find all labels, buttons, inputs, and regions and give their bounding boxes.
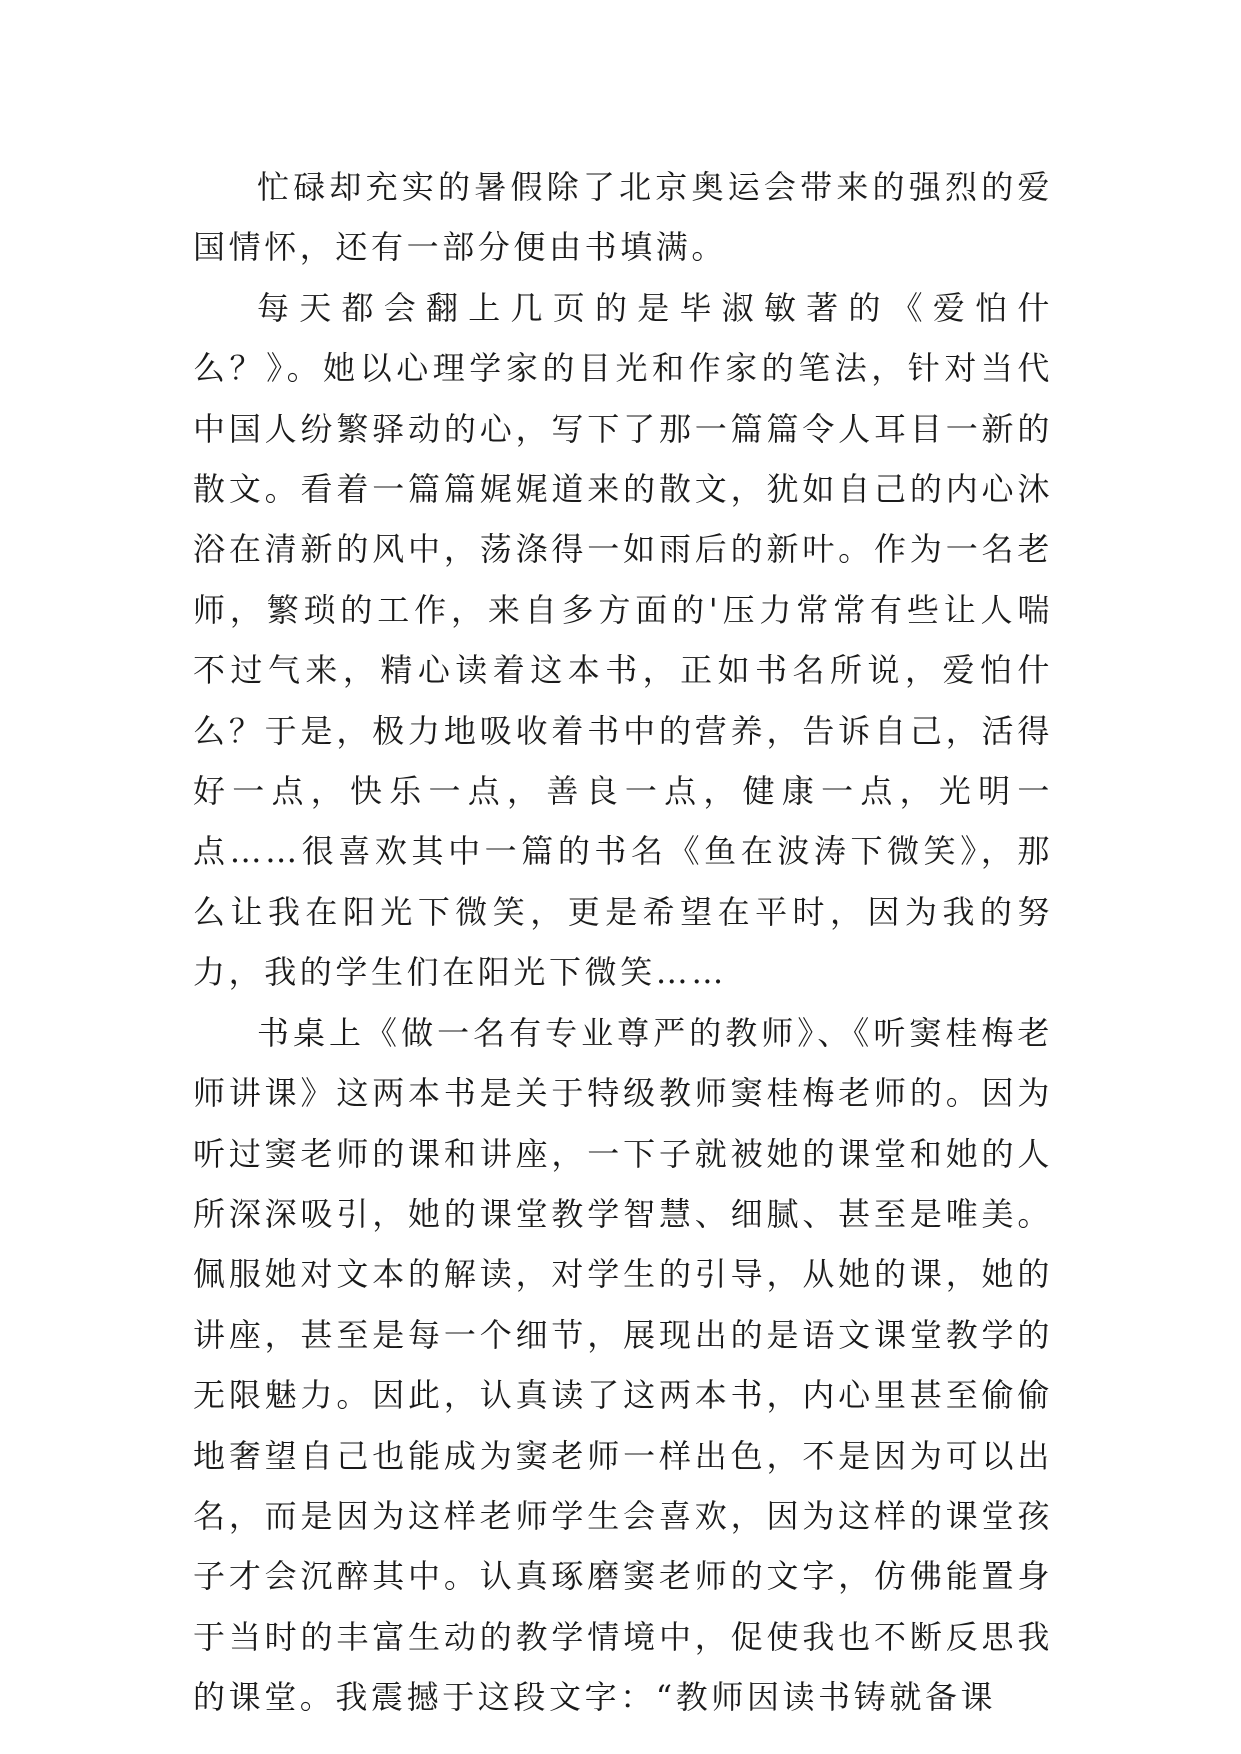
paragraph-summer-reading: 忙碌却充实的暑假除了北京奥运会带来的强烈的爱国情怀，还有一部分便由书填满。	[193, 168, 1053, 267]
document-body	[193, 157, 1053, 1728]
paragraph-bi-shumin-book: 每天都会翻上几页的是毕淑敏著的《爱怕什么？》。她以心理学家的目光和作家的笔法，针对当代中国人纷繁驿动的心，写下了那一篇篇令人耳目一新的散文。看着一篇篇娓娓道来的散文，犹如自己的内心沐浴在清新的风中，荡涤得一如雨后的新叶。作为一名老师，繁琐的工作，来自多方面的'压力常常有些让人喘不过气来，精心读着这本书，正如书名所说，爱怕什么？于是，极力地吸收着书中的营养，告诉自己，活得好一点，快乐一点，善良一点，健康一点，光明一点……很喜欢其中一篇的书名《鱼在波涛下微笑》，那么让我在阳光下微笑，更是希望在平时，因为我的努力，我的学生们在阳光下微笑……	[193, 288, 1053, 992]
paragraph-dou-guimei-books: 书桌上《做一名有专业尊严的教师》、《听窦桂梅老师讲课》这两本书是关于特级教师窦桂梅老师的。因为听过窦老师的课和讲座，一下子就被她的课堂和她的人所深深吸引，她的课堂教学智慧、细腻、甚至是唯美。佩服她对文本的解读，对学生的引导，从她的课，她的讲座，甚至是每一个细节，展现出的是语文课堂教学的无限魅力。因此，认真读了这两本书，内心里甚至偷偷地奢望自己也能成为窦老师一样出色，不是因为可以出名，而是因为这样老师学生会喜欢，因为这样的课堂孩子才会沉醉其中。认真琢磨窦老师的文字，仿佛能置身于当时的丰富生动的教学情境中，促使我也不断反思我的课堂。我震撼于这段文字：“教师因读书铸就备课	[193, 1013, 1053, 1717]
